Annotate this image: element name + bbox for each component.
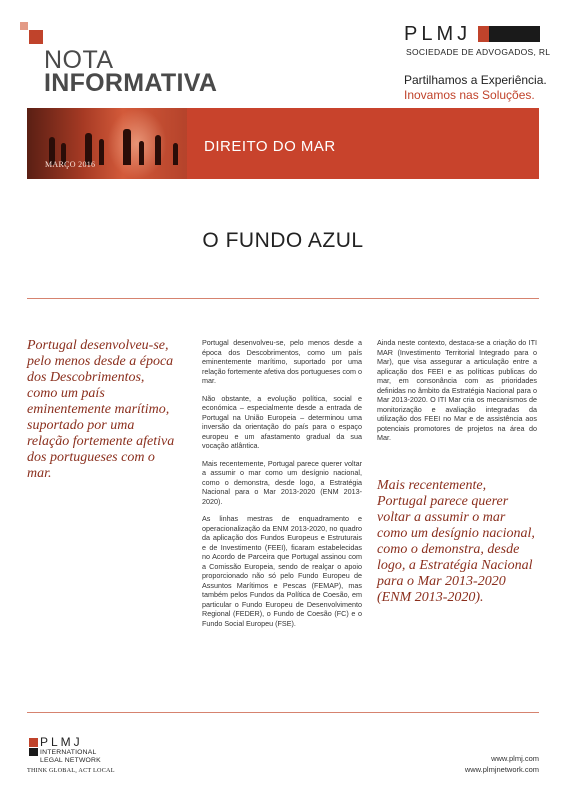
- paragraph: Mais recentemente, Portugal parece querer voltar a assumir o mar como um desígnio nacional, como o demonstra, desde logo, a Estratégia Nacional para o Mar 2013-2020 (ENM 2013-2020).: [202, 458, 362, 506]
- divider-top: [27, 298, 539, 299]
- newsletter-title-line1: NOTA: [44, 46, 114, 74]
- footer-link-plmj[interactable]: www.plmj.com: [491, 754, 539, 763]
- pull-quote-right: Mais recentemente, Portugal parece querer voltar a assumir o mar como um desígnio nacional, como o demonstra, desde logo, a Estratégia Nacional para o Mar 2013-2020 (ENM 2013-2020).: [377, 478, 535, 605]
- brand-logo-text: PLMJ: [404, 23, 472, 45]
- paragraph: Ainda neste contexto, destaca-se a criação do ITI MAR (Investimento Territorial Integrado para o Mar), que visa assegurar a articulação entre a aplicação dos FEEI e as políticas publicas do mar, em consonância com as prioridades definidas no âmbito da Estratégia Nacional para o Mar 2013-2020. O ITI Mar cria os mecanismos de monitorização e avaliação integradas da utilização dos FEEI no Mar e de assistência aos potenciais promotores de projetos na área do Mar.: [377, 338, 537, 442]
- body-column-right: [377, 338, 537, 451]
- footer-network-line1: INTERNATIONAL: [40, 749, 97, 756]
- issue-date: MARÇO 2016: [45, 160, 96, 169]
- brand-logo-black-bar: [489, 26, 540, 42]
- divider-bottom: [27, 712, 539, 713]
- article-title: O FUNDO AZUL: [202, 229, 364, 252]
- body-column-middle: [202, 338, 362, 636]
- paragraph: Portugal desenvolveu-se, pelo menos desde a época dos Descobrimentos, como um país eminentemente marítimo, suportado por uma relação fortemente afetiva dos portugueses com o mar.: [202, 338, 362, 385]
- paragraph: As linhas mestras de enquadramento e operacionalização da ENM 2013-2020, no quadro da aplicação dos Fundos Europeus e Estruturais e de Investimento (FEEI), ficaram estabelecidas no Acordo de Parceira que Portugal assinou com a Comissão Europeia, sendo de realçar o apoio proporcionado não só pelo Fundo Europeu de Assuntos Marítimos e Pescas (FEMAP), mas também pelos Fundos da Política de Coesão, em particular o Fundo Europeu de Desenvolvimento Regional (FEDER), o Fundo de Coesão (FC) e o Fundo Social Europeu (FSE).: [202, 514, 362, 628]
- newsletter-title-line2: INFORMATIVA: [44, 69, 218, 97]
- logo-square-large: [29, 30, 43, 44]
- footer-network-line2: LEGAL NETWORK: [40, 757, 101, 764]
- practice-area-title: DIREITO DO MAR: [204, 138, 336, 155]
- footer-logo-black-square: [29, 748, 38, 756]
- logo-square-small: [20, 22, 28, 30]
- brand-subtitle: SOCIEDADE DE ADVOGADOS, RL: [406, 47, 551, 57]
- footer-logo-red-square: [29, 738, 38, 747]
- paragraph: Não obstante, a evolução política, social e económica – especialmente desde a entrada de Portugal na União Europeia – determinou uma inversão da orientação do país para o espaço europeu e um afastamento gradual da sua vocação atlântica.: [202, 393, 362, 450]
- footer-link-network[interactable]: www.plmjnetwork.com: [464, 765, 539, 774]
- footer-brand: PLMJ: [40, 735, 83, 749]
- tagline-solutions: Inovamos nas Soluções.: [404, 88, 535, 102]
- pull-quote-left: Portugal desenvolveu-se, pelo menos desde a época dos Descobrimentos, como um país eminentemente marítimo, suportado por uma relação fortemente afetiva dos portugueses com o mar.: [27, 338, 175, 481]
- tagline-experience: Partilhamos a Experiência.: [404, 73, 547, 87]
- brand-logo-red-bar: [478, 26, 489, 42]
- section-banner: [27, 108, 539, 179]
- footer-slogan: THINK GLOBAL, ACT LOCAL: [27, 767, 115, 774]
